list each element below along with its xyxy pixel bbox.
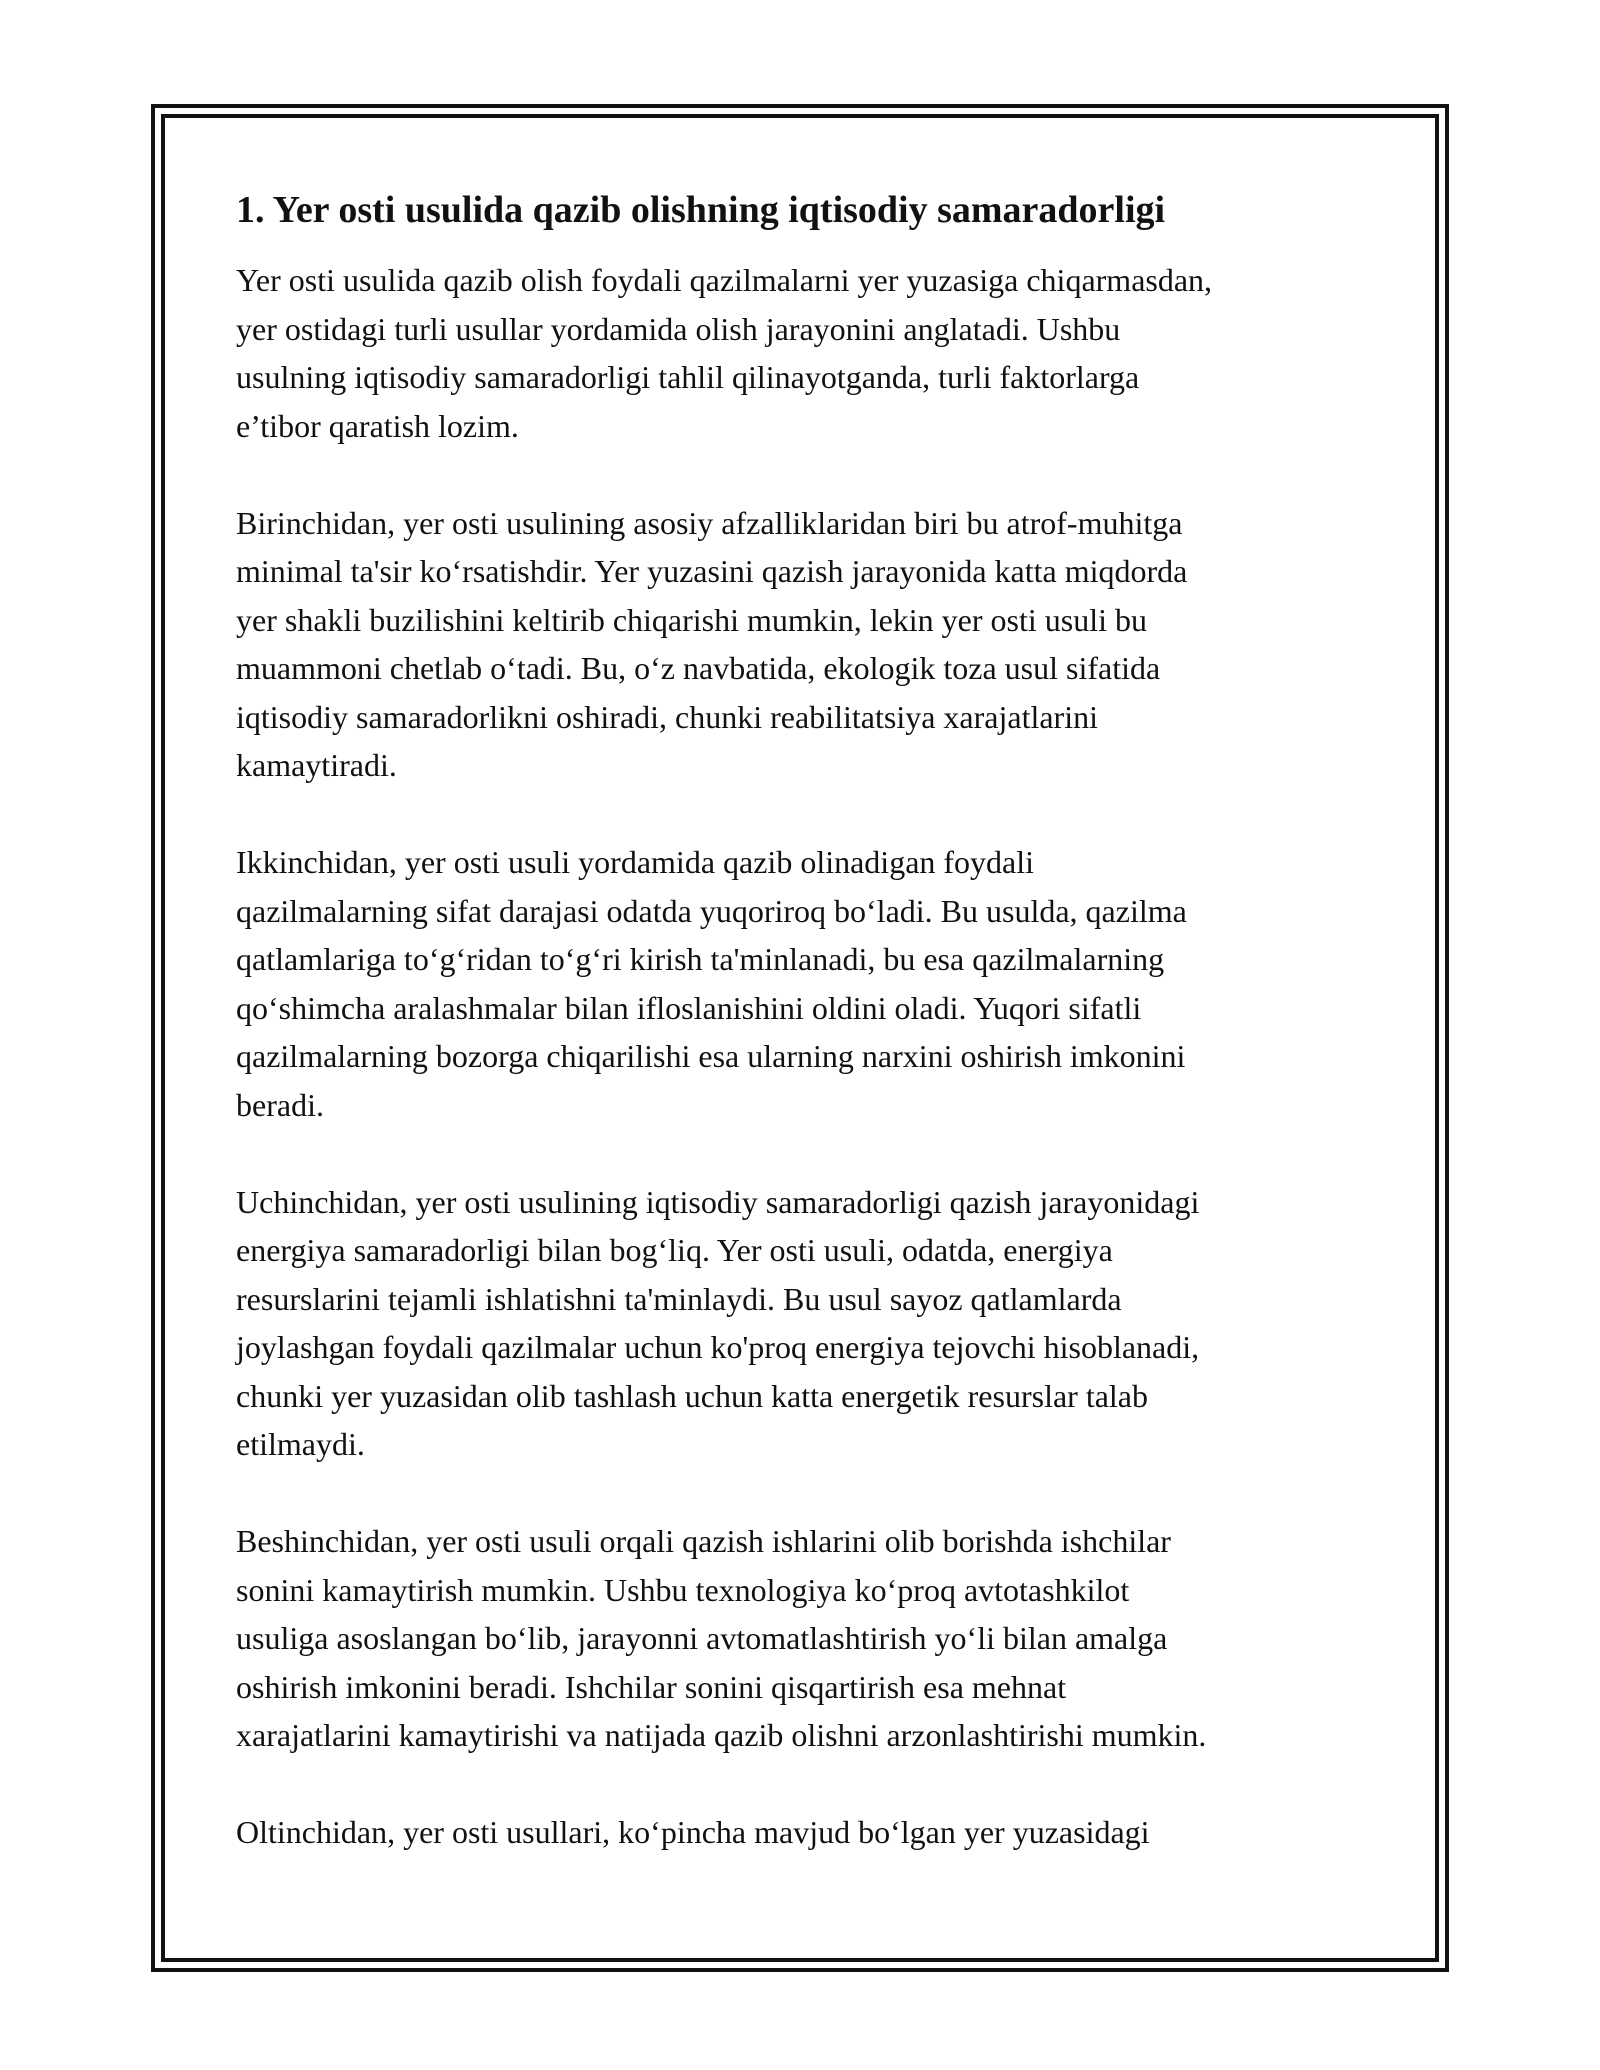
text-line: joylashgan foydali qazilmalar uchun ko'proq energiya tejovchi hisoblanadi, [236,1329,1200,1365]
section-heading: 1. Yer osti usulida qazib olishning iqtisodiy samaradorligi [236,189,1166,231]
paragraph-second-point [236,838,1376,1129]
text-line: usuliga asoslangan bo‘lib, jarayonni avtomatlashtirish yo‘li bilan amalga [236,1620,1168,1656]
paragraph-intro [236,256,1376,450]
paragraph-third-point [236,1178,1376,1469]
text-line: Beshinchidan, yer osti usuli orqali qazish ishlarini olib borishda ishchilar [236,1523,1171,1559]
text-line: Yer osti usulida qazib olish foydali qazilmalarni yer yuzasiga chiqarmasdan, [236,262,1213,298]
text-line: etilmaydi. [236,1426,365,1462]
paragraph-sixth-point [236,1808,1376,1857]
text-line: muammoni chetlab o‘tadi. Bu, o‘z navbatida, ekologik toza usul sifatida [236,650,1161,686]
text-line: minimal ta'sir ko‘rsatishdir. Yer yuzasini qazish jarayonida katta miqdorda [236,553,1188,589]
text-line: usulning iqtisodiy samaradorligi tahlil qilinayotganda, turli faktorlarga [236,359,1140,395]
text-line: chunki yer yuzasidan olib tashlash uchun katta energetik resurslar talab [236,1377,1148,1414]
document-content [236,186,1376,1905]
text-line: iqtisodiy samaradorlikni oshiradi, chunki reabilitatsiya xarajatlarini [236,698,1098,735]
text-line: xarajatlarini kamaytirishi va natijada qazib olishni arzonlashtirishi mumkin. [236,1717,1207,1753]
text-line: e’tibor qaratish lozim. [236,407,519,444]
paragraph-fifth-point [236,1517,1376,1760]
text-line: qo‘shimcha aralashmalar bilan ifloslanishini oldini oladi. Yuqori sifatli [236,989,1142,1026]
text-line: yer ostidagi turli usullar yordamida olish jarayonini anglatadi. Ushbu [236,310,1121,347]
text-line: beradi. [236,1086,324,1123]
text-line: kamaytiradi. [236,747,397,783]
text-line: Birinchidan, yer osti usulining asosiy afzalliklaridan biri bu atrof-muhitga [236,504,1183,541]
text-line: energiya samaradorligi bilan bog‘liq. Yer osti usuli, odatda, energiya [236,1232,1113,1268]
text-line: qazilmalarning bozorga chiqarilishi esa ularning narxini oshirish imkonini [236,1038,1186,1074]
text-line: Oltinchidan, yer osti usullari, ko‘pincha mavjud bo‘lgan yer yuzasidagi [236,1814,1150,1850]
paragraph-first-point [236,499,1376,790]
text-line: sonini kamaytirish mumkin. Ushbu texnologiya ko‘proq avtotashkilot [236,1571,1130,1608]
text-line: qatlamlariga to‘g‘ridan to‘g‘ri kirish ta'minlanadi, bu esa qazilmalarning [236,941,1165,977]
text-line: oshirish imkonini beradi. Ishchilar sonini qisqartirish esa mehnat [236,1668,1067,1705]
text-line: Ikkinchidan, yer osti usuli yordamida qazib olinadigan foydali [236,844,1035,880]
text-line: Uchinchidan, yer osti usulining iqtisodiy samaradorligi qazish jarayonidagi [236,1183,1200,1220]
text-line: resurslarini tejamli ishlatishni ta'minlaydi. Bu usul sayoz qatlamlarda [236,1280,1122,1317]
text-line: qazilmalarning sifat darajasi odatda yuqoriroq bo‘ladi. Bu usulda, qazilma [236,892,1187,929]
text-line: yer shakli buzilishini keltirib chiqarishi mumkin, lekin yer osti usuli bu [236,601,1147,638]
